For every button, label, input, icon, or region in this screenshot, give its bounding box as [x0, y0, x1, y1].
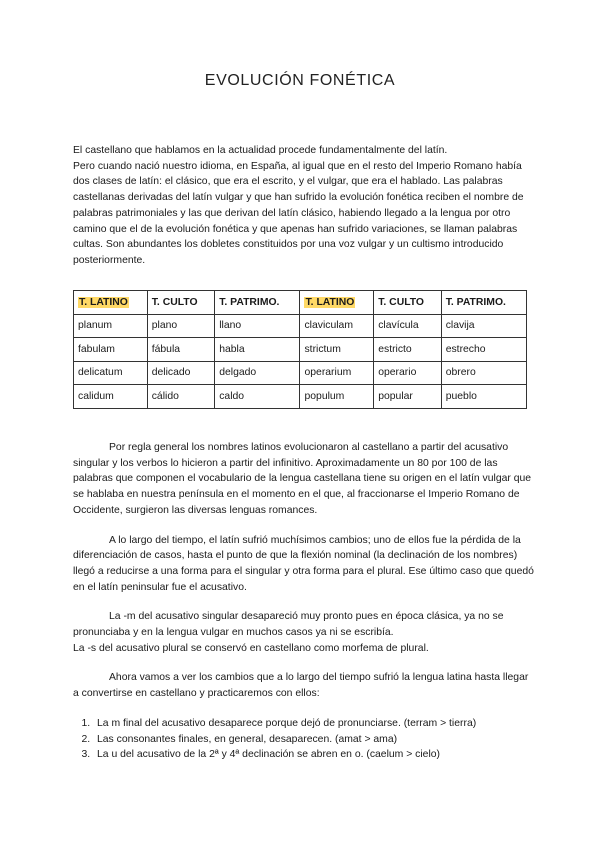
- header-latin-1: [74, 291, 148, 315]
- highlight: T. LATINO: [79, 296, 128, 308]
- table-cell: obrero: [441, 361, 526, 385]
- list-item: 1. La m final del acusativo desaparece porque dejó de pronunciarse. (terram > tierra): [93, 716, 535, 732]
- header-culto-2: T. CULTO: [374, 291, 441, 315]
- table-cell: caldo: [215, 385, 300, 409]
- paragraph: [73, 609, 535, 656]
- paragraph-text: La -s del acusativo plural se conservó en castellano como morfema de plural.: [73, 642, 429, 654]
- intro-section: [73, 143, 535, 269]
- table-cell: plano: [147, 314, 214, 338]
- paragraph-text: La -m del acusativo singular desapareció muy pronto pues en época clásica, ya no se pronunciaba y en la lengua vulgar en muchos casos ya ni se escribía.: [73, 611, 504, 639]
- table-cell: estricto: [374, 338, 441, 362]
- paragraph: [73, 533, 535, 596]
- table-cell: clavícula: [374, 314, 441, 338]
- body-section: [73, 440, 535, 763]
- paragraph: [73, 440, 535, 519]
- header-culto-1: T. CULTO: [147, 291, 214, 315]
- table-cell: popular: [374, 385, 441, 409]
- table-cell: llano: [215, 314, 300, 338]
- table-cell: planum: [74, 314, 148, 338]
- table-cell: fabulam: [74, 338, 148, 362]
- table-cell: delgado: [215, 361, 300, 385]
- list-item: 2. Las consonantes finales, en general, desaparecen. (amat > ama): [93, 732, 535, 748]
- table-cell: operario: [374, 361, 441, 385]
- table-cell: clavija: [441, 314, 526, 338]
- intro-paragraph: Pero cuando nació nuestro idioma, en España, al igual que en el resto del Imperio Romano había dos clases de latín: el clásico, que era el escrito, y el vulgar, que era el hablado. Las palabras castellanas derivadas del latín vulgar y que han sufrido la evolución fonética reciben el nombre de palabras patrimoniales y las que derivan del latín clásico, habiendo llegado a la lengua por otro camino que el de la evolución fonética y que apenas han sufrido variaciones, se llaman palabras cultas. Son abundantes los dobletes constituidos por una voz vulgar y un cultismo introducido posteriormente.: [73, 160, 524, 266]
- paragraph-text: Ahora vamos a ver los cambios que a lo largo del tiempo sufrió la lengua latina hasta llegar a convertirse en castellano y practicaremos con ellos:: [73, 672, 529, 700]
- intro-line: El castellano que hablamos en la actualidad procede fundamentalmente del latín.: [73, 145, 448, 156]
- paragraph: [73, 670, 535, 701]
- table-cell: delicado: [147, 361, 214, 385]
- table-cell: operarium: [300, 361, 374, 385]
- table-cell: calidum: [74, 385, 148, 409]
- table-row: [74, 314, 527, 338]
- header-patrimonial-1: T. PATRIMO.: [215, 291, 300, 315]
- table-cell: pueblo: [441, 385, 526, 409]
- table-cell: claviculam: [300, 314, 374, 338]
- paragraph-text: Por regla general los nombres latinos evolucionaron al castellano a partir del acusativo singular y los verbos lo hicieron a partir del infinitivo. Aproximadamente un 80 por 100 de las palabras que componen el vocabulario de la lengua castellana tiene su origen en el latín vulgar que se hablaba en nuestra península en el momento en el que, al fraccionarse el Imperio Romano de Occidente, surgieron las diversas lenguas romances.: [73, 442, 532, 516]
- header-patrimonial-2: T. PATRIMO.: [441, 291, 526, 315]
- word-table: [73, 290, 527, 409]
- table-cell: estrecho: [441, 338, 526, 362]
- table-cell: habla: [215, 338, 300, 362]
- highlight: T. LATINO: [305, 296, 355, 308]
- table-cell: strictum: [300, 338, 374, 362]
- page-title: EVOLUCIÓN FONÉTICA: [204, 72, 396, 89]
- table-cell: fábula: [147, 338, 214, 362]
- table-row: [74, 338, 527, 362]
- paragraph-text: A lo largo del tiempo, el latín sufrió muchísimos cambios; uno de ellos fue la pérdida de la diferenciación de casos, hasta el punto de que la flexión nominal (la declinación de los nombres) llegó a reducirse a una forma para el singular y otra forma para el plural. Ese último caso que quedó en el latín peninsular fue el acusativo.: [73, 534, 534, 593]
- table-cell: populum: [300, 385, 374, 409]
- table-cell: delicatum: [74, 361, 148, 385]
- table-header-row: [74, 291, 527, 315]
- table-row: [74, 361, 527, 385]
- table-row: [74, 385, 527, 409]
- rules-list: [73, 716, 535, 763]
- table-cell: cálido: [147, 385, 214, 409]
- header-latin-2: [300, 291, 374, 315]
- list-item: 3. La u del acusativo de la 2ª y 4ª declinación se abren en o. (caelum > cielo): [93, 747, 535, 763]
